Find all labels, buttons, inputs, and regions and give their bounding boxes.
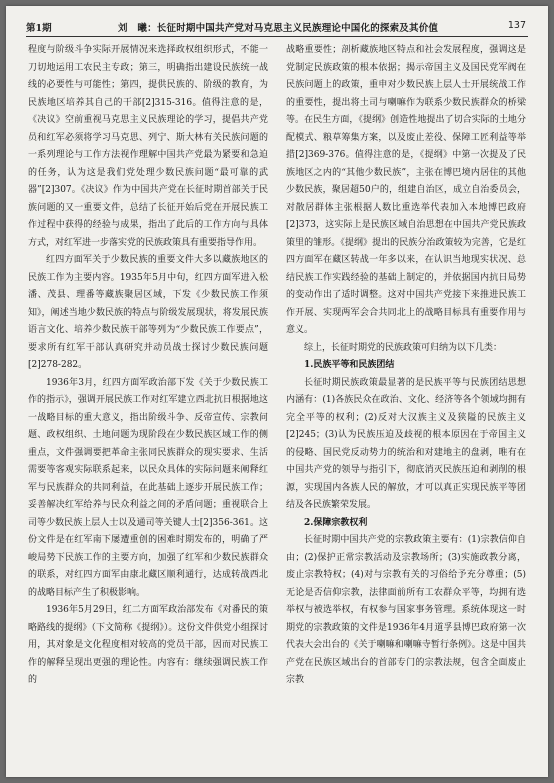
left-column <box>28 42 268 767</box>
paragraph: 长征时期中国共产党的宗教政策主要有：(1)宗教信仰自由；(2)保护正常宗教活动及宗教场所；(3)实施政教分离，废止宗教特权；(4)对与宗教有关的习俗给予充分尊重；(5)无论是否信仰宗教，法律面前所有工农群众平等，均拥有选举权与被选举权，有权参与国家事务管理。系统体现这一时期党的宗教政策的文件是1936年4月道孚县博巴政府第一次代表大会出台的《关于喇嘛和喇嘛寺暂行条例》。这是中国共产党在民族区域出台的首部专门的宗教法规，包含全面废止宗教 <box>286 535 526 685</box>
paragraph: 综上，长征时期党的民族政策可归纳为以下几类： <box>304 342 503 353</box>
paragraph: 红四方面军关于少数民族的重要文件大多以藏族地区的民族工作为主要内容。1935年5月中旬，红四方面军进入松潘、茂县、理番等藏族聚居区域，下发《少数民族工作须知》，阐述当地少数民族的特点与阶级发展现状，将发展民族语言文化、培养少数民族干部等列为“少数民族工作要点”，要求所有红军干部认真研究并动员战士探讨少数民族问题[2]278-282。 <box>28 255 268 370</box>
right-column <box>286 42 526 767</box>
paragraph: 长征时期民族政策最显著的是民族平等与民族团结思想内涵有：(1)各族民众在政治、文化、经济等各个领域均拥有完全平等的权利；(2)反对大汉族主义及狭隘的民族主义[2]245；(3)认为民族压迫及歧视的根本原因在于帝国主义的侵略、国民党反动势力的统治和对建地主的盘剥，唯有在中国共产党的领导与指引下，彻底消灭民族压迫和剥削的根源，实现国内各族人民的解放，才可以真正实现民族平等团结及各民族繁荣发展。 <box>286 377 526 510</box>
running-header <box>26 18 528 36</box>
paragraph: 程度与阶级斗争实际开展情况来选择政权组织形式，不能一刀切地运用工农民主专政；第三，明确指出建设民族统一战线的必要性与可能性；第四，提供民族的、阶级的教育，为民族地区培养其自己的干部[2]315-316。值得注意的是，《决议》空前重视马克思主义民族理论的学习，提倡共产党员和红军必须将学习马克思、列宁、斯大林有关民族问题的一系列理论与工作方法视作理解中国共产党最为紧要和急迫的任务，认为这是我们党处理少数民族问题“最可靠的武器”[2]307。《决议》作为中国共产党在长征时期首部关于民族问题的又一重要文件，总结了长征开始后党在开展民族工作过程中获得的经验与成果，指出了此后的工作方向与具体方式，对红军进一步落实党的民族政策具有重要指导作用。 <box>28 45 268 248</box>
section-heading: 1.民族平等和民族团结 <box>304 360 395 370</box>
issue-label: 第1期 <box>26 23 52 34</box>
journal-page <box>6 6 548 777</box>
paragraph: 1936年5月29日，红二方面军政治部发布《对番民的策略路线的提纲》（下文简称《提纲》）。这份文件供党小组探讨用，其对象是文化程度相对较高的党员干部，因而对民族工作的解释呈现出更强的理论性。内容有：继续强调民族工作的 <box>28 605 268 685</box>
section-heading: 2.保障宗教权利 <box>304 517 368 528</box>
page-number: 137 <box>507 20 526 31</box>
paragraph: 1936年3月，红四方面军政治部下发《关于少数民族工作的指示》，强调开展民族工作对红军建立西北抗日根据地这一战略目标的重大意义，指出阶级斗争、反帝宣传、宗教问题、政权组织、土地问题为现阶段在少数民族区域工作的侧重点，文件强调要把革命主张同民族群众的现实要求、生活需要等客观实际联系起来，以民众具体的实际问题来阐释红军与民族群众的共同利益，在此基础上逐步开展民族工作；妥善解决红军给养与民众利益之间的矛盾问题；重视联合上司等少数民族上层人士以及通司等关键人士[2]356-361。这份文件是在红军南下屡遭重创的困难时期发布的，明确了严峻局势下民族工作的主要方向，加强了红军和少数民族群众的联系，对红四方面军由康北藏区顺利通行，达成转战西北的战略目标产生了积极影响。 <box>28 377 268 598</box>
paragraph: 战略重要性；剖析藏族地区特点和社会发展程度，强调这是党制定民族政策的根本依据；揭示帝国主义及国民党军阀在民族问题上的政策，重申对少数民族上层人士开展统战工作的重要性，提出将土司与喇嘛作为联系少数民族群众的桥梁等。在民生方面，《提纲》创造性地提出了切合实际的土地分配模式、粮草筹集方案，以及废止差役、保障工匠利益等举措[2]369-376。值得注意的是，《提纲》中第一次提及了民族地区之内的“其他少数民族”，主张在博巴境内居住的其他少数民族，聚居超50户的，组建自治区，成立自治委员会，对散居群体主张根据人数比重选举代表加入本地博巴政府[2]373，这实际上是民族区域自治思想在中国共产党民族政策里的雏形。《提纲》提出的民族分治政策较为完善，它是红四方面军在藏区转战一年多以来，在认识当地现实状况、总结民族工作实践经验的基础上制定的，并依据国内抗日局势的变动作出了适时调整。这对中国共产党接下来推进民族工作开展、实现两军会合共同北上的战略目标具有重要作用与意义。 <box>286 45 526 335</box>
running-title: 刘 曦：长征时期中国共产党对马克思主义民族理论中国化的探索及其价值 <box>118 23 439 34</box>
header-rule <box>26 36 528 37</box>
